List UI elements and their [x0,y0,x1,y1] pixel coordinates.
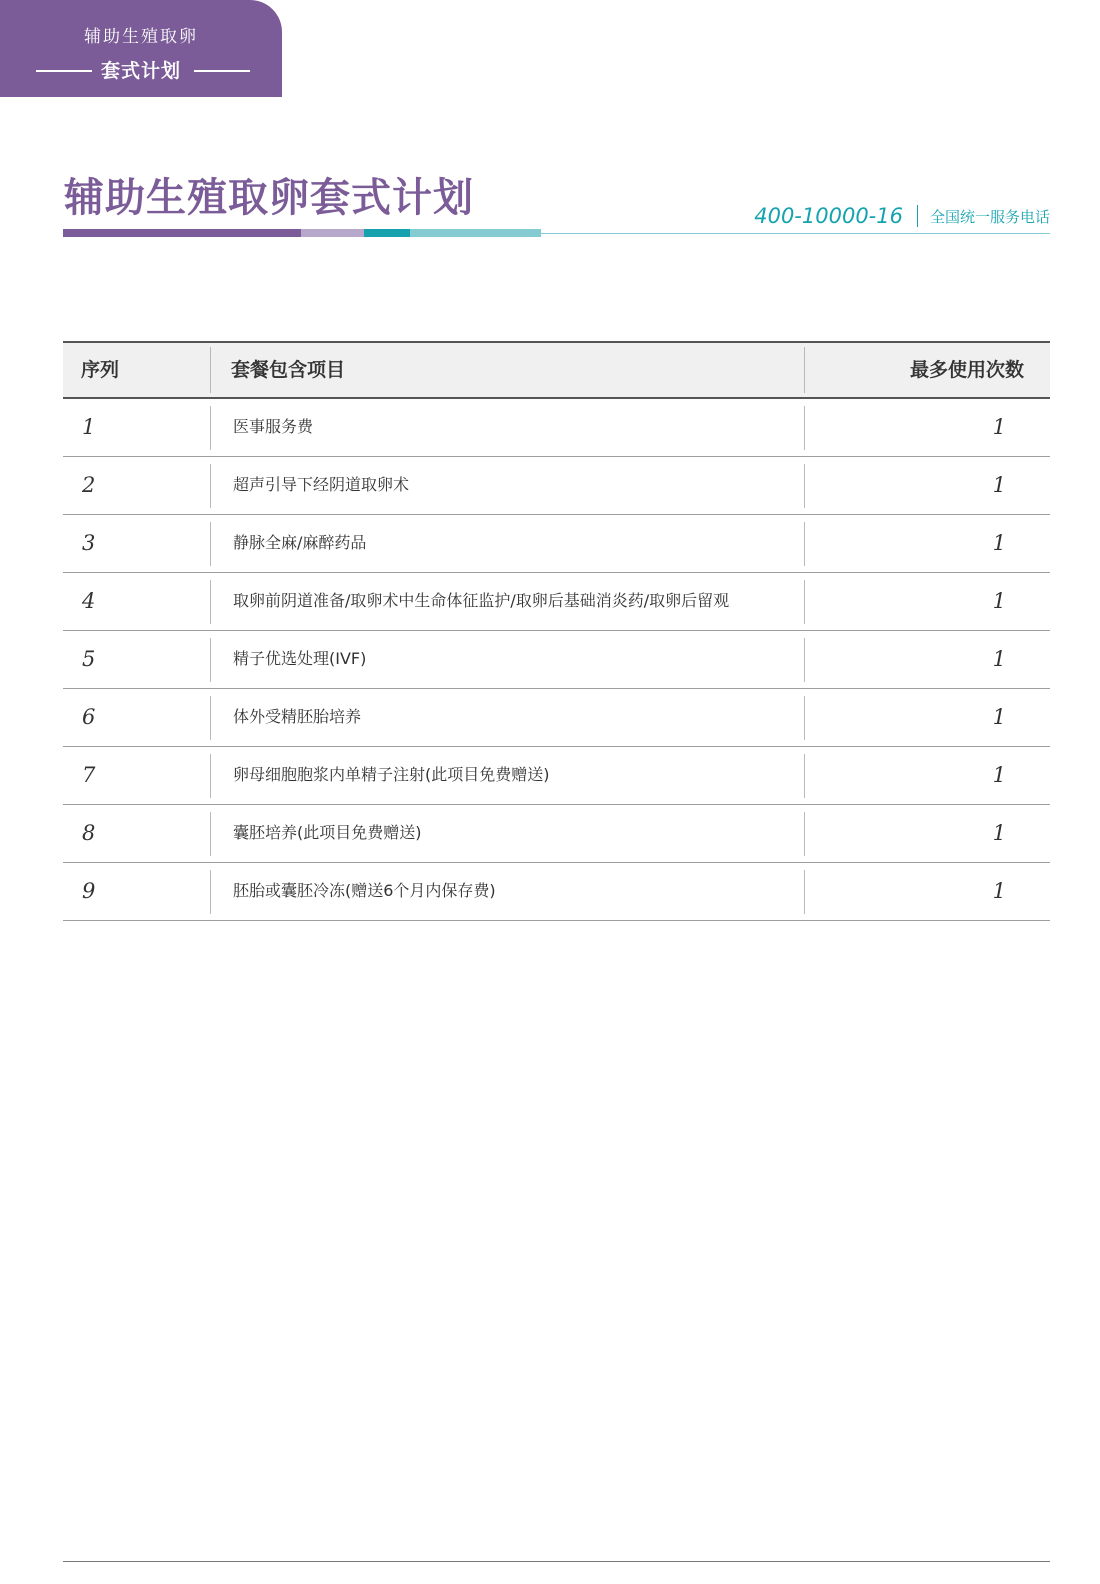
row-count: 1 [992,531,1006,555]
column-divider [210,638,211,682]
section-tab-subtitle: 套式计划 [100,60,181,82]
column-divider [210,347,211,393]
table-row [63,399,1050,457]
row-count: 1 [992,473,1006,497]
row-count: 1 [992,589,1006,613]
row-index: 4 [82,589,96,613]
page-title: 辅助生殖取卵套式计划 [64,175,474,221]
title-underline-teal [364,229,410,237]
column-divider [210,812,211,856]
package-table [63,341,1050,921]
hotline-number: 400-10000-16 [754,204,903,228]
column-divider [804,638,805,682]
table-row [63,805,1050,863]
column-divider [804,812,805,856]
row-index: 8 [82,821,96,845]
row-item: 卵母细胞胞浆内单精子注射(此项目免费赠送) [233,765,550,784]
column-divider [210,464,211,508]
section-tab [0,0,282,97]
row-count: 1 [992,415,1006,439]
row-count: 1 [992,821,1006,845]
row-index: 1 [82,415,96,439]
row-count: 1 [992,647,1006,671]
table-row [63,863,1050,921]
row-item: 超声引导下经阴道取卵术 [233,475,410,494]
column-divider [804,696,805,740]
column-divider [804,406,805,450]
column-divider [210,406,211,450]
table-row [63,689,1050,747]
column-divider [210,870,211,914]
table-row [63,457,1050,515]
table-header [63,343,1050,399]
row-index: 9 [82,879,96,903]
row-item: 胚胎或囊胚冷冻(赠送6个月内保存费) [233,881,496,900]
tab-divider-right [194,70,250,72]
column-divider [210,580,211,624]
row-index: 7 [82,763,96,787]
row-item: 囊胚培养(此项目免费赠送) [233,823,422,842]
row-index: 3 [82,531,96,555]
table-row [63,631,1050,689]
row-item: 静脉全麻/麻醉药品 [233,533,367,552]
row-count: 1 [992,763,1006,787]
hotline-label: 全国统一服务电话 [929,207,1050,226]
service-hotline [754,204,1050,228]
row-item: 体外受精胚胎培养 [233,707,362,726]
row-index: 6 [82,705,96,729]
header-max-uses: 最多使用次数 [909,359,1024,381]
column-divider [804,347,805,393]
title-underline-thin [541,233,1050,234]
column-divider [804,522,805,566]
title-underline-lavender [301,229,364,237]
row-index: 2 [82,473,96,497]
title-underline-light-teal [410,229,541,237]
table-row [63,515,1050,573]
title-underline-purple [63,229,301,237]
row-item: 精子优选处理(IVF) [233,649,367,668]
row-item: 取卵前阴道准备/取卵术中生命体征监护/取卵后基础消炎药/取卵后留观 [233,591,730,610]
row-count: 1 [992,879,1006,903]
row-index: 5 [82,647,96,671]
header-index: 序列 [81,359,120,381]
row-item: 医事服务费 [233,417,314,436]
footer-divider [63,1561,1050,1562]
column-divider [210,522,211,566]
row-count: 1 [992,705,1006,729]
column-divider [210,696,211,740]
column-divider [804,580,805,624]
column-divider [804,870,805,914]
column-divider [804,754,805,798]
column-divider [804,464,805,508]
hotline-separator [917,205,918,227]
table-row [63,573,1050,631]
column-divider [210,754,211,798]
header-items: 套餐包含项目 [231,359,346,381]
table-row [63,747,1050,805]
section-tab-title: 辅助生殖取卵 [84,27,198,47]
